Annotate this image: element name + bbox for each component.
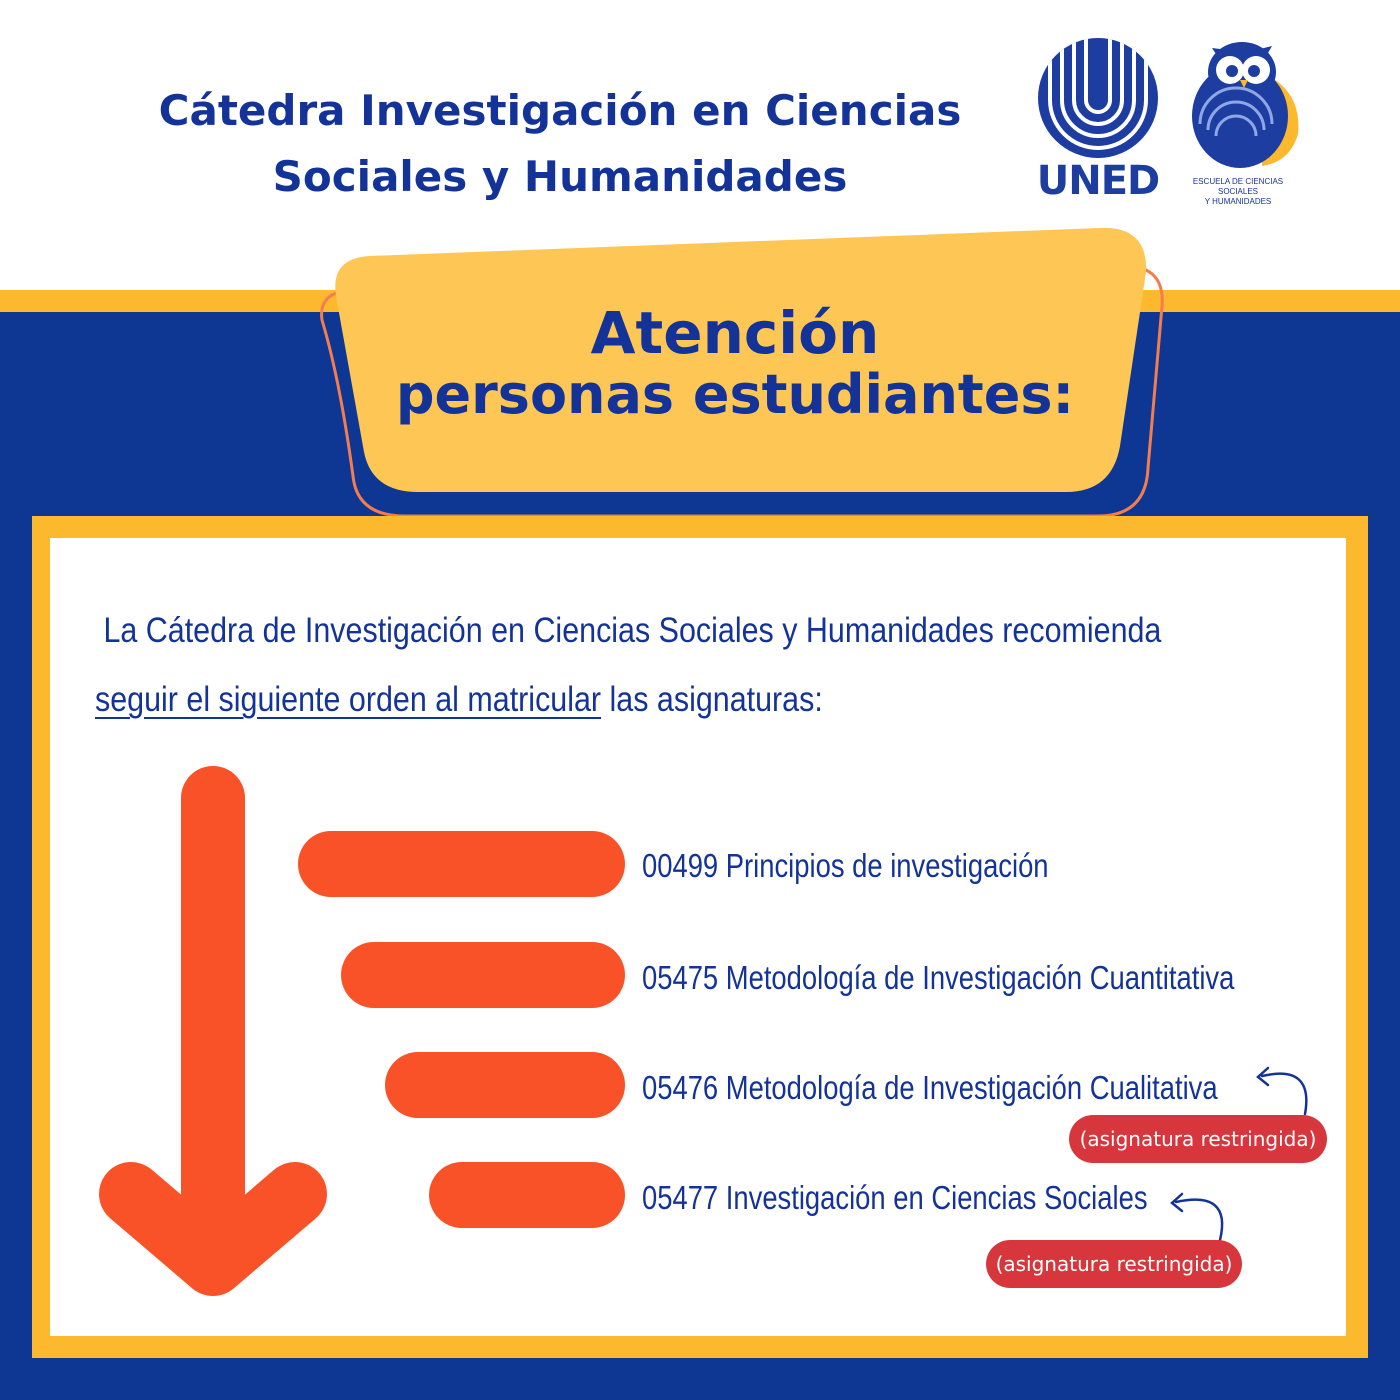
banner-line-2: personas estudiantes: [395, 363, 1075, 426]
restricted-badge: (asignatura restringida) [1069, 1115, 1327, 1163]
uned-wordmark: UNED [1036, 158, 1160, 204]
step-bar-2 [341, 942, 625, 1008]
school-caption-line-1: ESCUELA DE CIENCIAS SOCIALES [1192, 177, 1284, 196]
title-line-2: Sociales y Humanidades [272, 152, 848, 201]
intro-part-1: La Cátedra de Investigación en Ciencias Sociales y Humanidades recomienda [103, 611, 1162, 650]
step-bar-4 [429, 1162, 625, 1228]
banner-line-1: Atención [590, 299, 880, 367]
course-item-3: 05476 Metodología de Investigación Cualitativa [642, 1069, 1218, 1106]
down-arrow-icon [131, 798, 295, 1264]
course-item-1: 00499 Principios de investigación [642, 847, 1049, 884]
intro-part-2: las asignaturas: [609, 680, 823, 719]
step-bar-3 [385, 1052, 625, 1118]
step-bar-1 [298, 831, 625, 897]
course-item-2: 05475 Metodología de Investigación Cuantitativa [642, 959, 1235, 996]
curved-arrow-icon [1176, 1200, 1222, 1240]
curved-arrow-icon [1262, 1074, 1306, 1114]
title-line-1: Cátedra Investigación en Ciencias [158, 86, 962, 135]
school-caption-line-2: Y HUMANIDADES [1204, 197, 1272, 206]
course-item-4: 05477 Investigación en Ciencias Sociales [642, 1179, 1148, 1216]
restricted-badge: (asignatura restringida) [986, 1240, 1242, 1288]
intro-underlined: seguir el siguiente orden al matricular [95, 680, 602, 719]
